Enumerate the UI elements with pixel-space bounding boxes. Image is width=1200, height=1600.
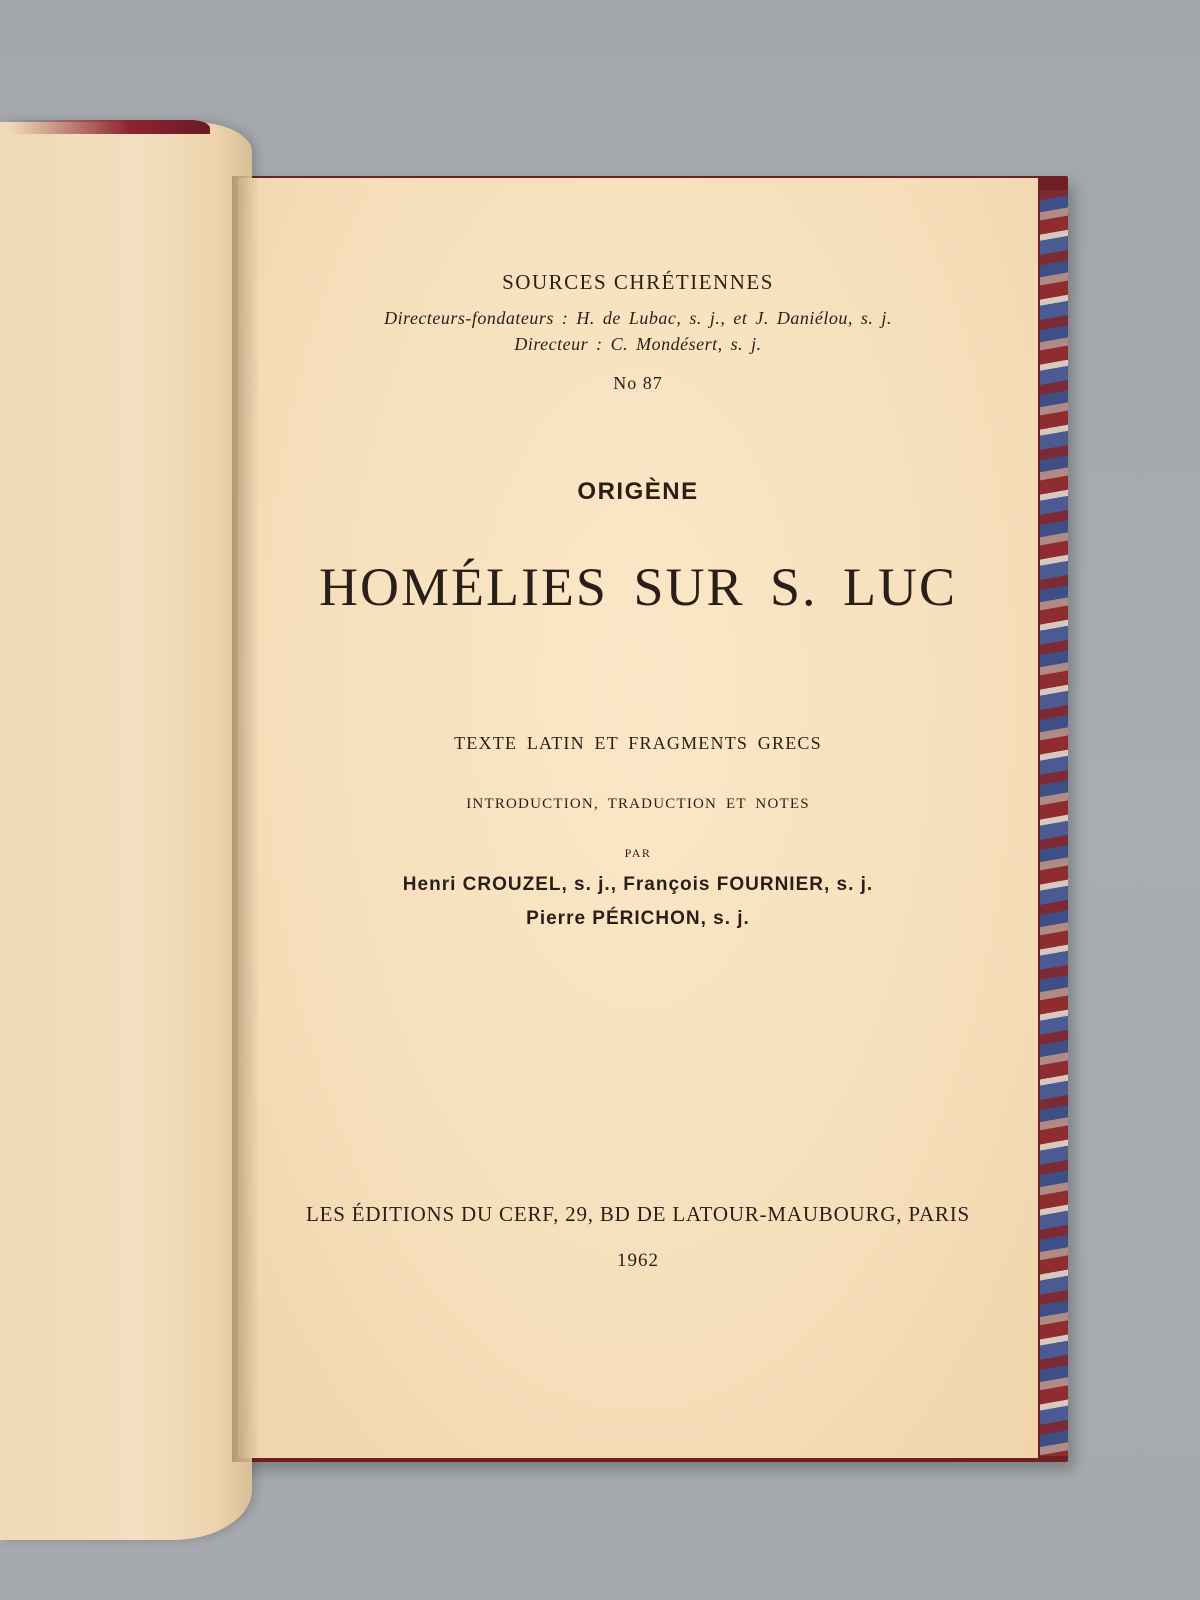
author-name: ORIGÈNE — [577, 478, 699, 505]
page-gutter-shadow — [232, 176, 260, 1462]
editors-line-1: Henri CROUZEL, s. j., François FOURNIER, s. j. — [402, 874, 874, 895]
left-page — [0, 122, 252, 1540]
series-name: SOURCES CHRÉTIENNES — [502, 270, 774, 294]
book-title: HOMÉLIES SUR S. LUC — [318, 557, 958, 617]
directors-founders: Directeurs-fondateurs : H. de Lubac, s. j., et J. Daniélou, s. j. — [384, 308, 892, 328]
book-subtitle: TEXTE LATIN ET FRAGMENTS GRECS — [454, 733, 822, 753]
editors-line-2: Pierre PÉRICHON, s. j. — [526, 908, 750, 929]
by-label: PAR — [624, 846, 652, 860]
series-director: Directeur : C. Mondésert, s. j. — [514, 334, 762, 354]
left-cover-edge — [10, 120, 210, 134]
volume-number: No 87 — [613, 373, 663, 393]
title-page — [238, 178, 1038, 1458]
publisher-imprint: LES ÉDITIONS DU CERF, 29, BD DE LATOUR-MAUBOURG, PARIS — [306, 1202, 970, 1226]
publication-year: 1962 — [617, 1250, 659, 1271]
edition-contents: INTRODUCTION, TRADUCTION ET NOTES — [466, 796, 810, 812]
marbled-endpaper-edge — [1040, 190, 1068, 1456]
